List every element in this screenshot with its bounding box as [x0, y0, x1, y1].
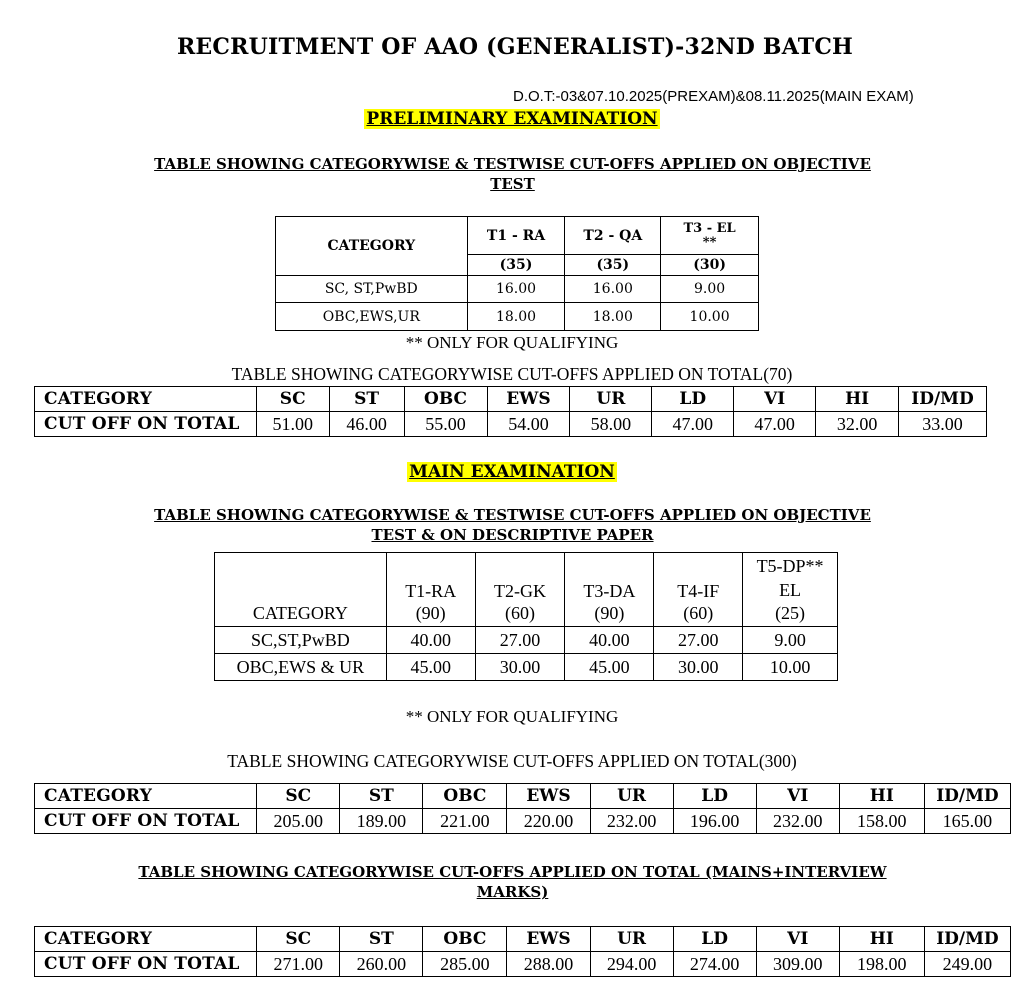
value-cell: 221.00 [423, 809, 507, 834]
value-cell: 271.00 [257, 952, 340, 977]
value-cell: 40.00 [386, 627, 475, 654]
header-cell: HI [839, 927, 924, 952]
category-cell: SC,ST,PwBD [215, 627, 387, 654]
main-table-title [120, 505, 905, 545]
header-cell: VI [756, 927, 839, 952]
table-header-row [35, 387, 987, 412]
value-cell: 9.00 [661, 276, 759, 303]
header-cell: VI [756, 784, 839, 809]
header-cell: HI [839, 784, 924, 809]
main-test5-name [743, 553, 838, 602]
main-category-header: CATEGORY [215, 553, 387, 627]
value-cell: 249.00 [924, 952, 1010, 977]
value-cell: 165.00 [924, 809, 1010, 834]
value-cell: 274.00 [673, 952, 756, 977]
prelim-total-table [34, 386, 987, 437]
category-cell: OBC,EWS,UR [276, 303, 468, 331]
prelim-test3-name [661, 217, 759, 255]
table-row [276, 303, 759, 331]
header-cell: OBC [423, 927, 507, 952]
value-cell: 40.00 [565, 627, 654, 654]
value-cell: 47.00 [734, 412, 816, 437]
main-total-table [34, 783, 1011, 834]
header-cell: VI [734, 387, 816, 412]
row-label: CUT OFF ON TOTAL [35, 412, 257, 437]
header-cell: CATEGORY [35, 387, 257, 412]
final-total-table [34, 926, 1011, 977]
main-test2-marks: (60) [475, 602, 565, 627]
category-cell: SC, ST,PwBD [276, 276, 468, 303]
value-cell: 205.00 [257, 809, 340, 834]
value-cell: 285.00 [423, 952, 507, 977]
value-cell: 45.00 [386, 654, 475, 681]
value-cell: 30.00 [654, 654, 743, 681]
header-cell: OBC [404, 387, 487, 412]
prelim-heading-wrap [0, 109, 1024, 129]
main-test4-marks: (60) [654, 602, 743, 627]
main-note: ** ONLY FOR QUALIFYING [405, 707, 619, 726]
prelim-test2-marks: (35) [565, 255, 661, 276]
value-cell: 309.00 [756, 952, 839, 977]
table-header-row [35, 927, 1011, 952]
prelim-test3-name-line2: ** [702, 234, 717, 250]
value-cell: 198.00 [839, 952, 924, 977]
value-cell: 16.00 [467, 276, 565, 303]
header-cell: HI [816, 387, 899, 412]
prelim-note: ** ONLY FOR QUALIFYING [405, 333, 619, 352]
main-test2-name: T2-GK [475, 553, 565, 602]
header-cell: UR [590, 784, 673, 809]
value-cell: 58.00 [570, 412, 652, 437]
value-cell: 9.00 [743, 627, 838, 654]
value-cell: 18.00 [565, 303, 661, 331]
header-cell: EWS [487, 387, 570, 412]
final-table-title-line1: TABLE SHOWING CATEGORYWISE CUT-OFFS APPLIED ON TOTAL (MAINS+INTERVIEW [138, 863, 887, 881]
main-test5-name-line2: EL [779, 579, 802, 600]
value-cell: 232.00 [590, 809, 673, 834]
table-row [215, 654, 838, 681]
header-cell: SC [257, 927, 340, 952]
value-cell: 51.00 [256, 412, 329, 437]
prelim-test1-marks: (35) [467, 255, 565, 276]
prelim-category-header: CATEGORY [276, 217, 468, 276]
value-cell: 27.00 [475, 627, 565, 654]
header-cell: SC [257, 784, 340, 809]
header-cell: OBC [423, 784, 507, 809]
header-cell: LD [673, 784, 756, 809]
value-cell: 46.00 [329, 412, 404, 437]
header-cell: ST [340, 927, 423, 952]
value-cell: 196.00 [673, 809, 756, 834]
main-table-title-line2: TEST & ON DESCRIPTIVE PAPER [371, 526, 654, 544]
main-table-title-line1: TABLE SHOWING CATEGORYWISE & TESTWISE CUT-OFFS APPLIED ON OBJECTIVE [154, 506, 871, 524]
prelim-test3-marks: (30) [661, 255, 759, 276]
header-cell: ID/MD [899, 387, 987, 412]
main-test-table [214, 552, 838, 681]
value-cell: 33.00 [899, 412, 987, 437]
header-cell: ST [329, 387, 404, 412]
value-cell: 294.00 [590, 952, 673, 977]
main-test3-marks: (90) [565, 602, 654, 627]
prelim-test-table [275, 216, 759, 331]
header-cell: CATEGORY [35, 784, 257, 809]
value-cell: 47.00 [652, 412, 734, 437]
header-cell: EWS [507, 784, 590, 809]
value-cell: 16.00 [565, 276, 661, 303]
header-cell: LD [673, 927, 756, 952]
value-cell: 27.00 [654, 627, 743, 654]
value-cell: 18.00 [467, 303, 565, 331]
value-cell: 232.00 [756, 809, 839, 834]
table-row [215, 627, 838, 654]
table-header-row [35, 784, 1011, 809]
header-cell: LD [652, 387, 734, 412]
value-cell: 288.00 [507, 952, 590, 977]
main-test5-name-line1: T5-DP** [756, 555, 824, 576]
row-label: CUT OFF ON TOTAL [35, 809, 257, 834]
value-cell: 10.00 [661, 303, 759, 331]
table-row [35, 809, 1011, 834]
prelim-test2-name: T2 - QA [565, 217, 661, 255]
main-heading: MAIN EXAMINATION [409, 462, 615, 482]
main-total-caption: TABLE SHOWING CATEGORYWISE CUT-OFFS APPLIED ON TOTAL(300) [227, 751, 797, 771]
table-row [35, 412, 987, 437]
table-row [35, 952, 1011, 977]
value-cell: 32.00 [816, 412, 899, 437]
value-cell: 54.00 [487, 412, 570, 437]
category-cell: OBC,EWS & UR [215, 654, 387, 681]
prelim-table-title [120, 154, 905, 194]
main-heading-wrap [0, 462, 1024, 482]
header-cell: UR [590, 927, 673, 952]
value-cell: 220.00 [507, 809, 590, 834]
prelim-table-title-line2: TEST [490, 175, 535, 193]
row-label: CUT OFF ON TOTAL [35, 952, 257, 977]
main-test1-marks: (90) [386, 602, 475, 627]
prelim-table-title-line1: TABLE SHOWING CATEGORYWISE & TESTWISE CUT-OFFS APPLIED ON OBJECTIVE [154, 155, 871, 173]
header-cell: UR [570, 387, 652, 412]
header-cell: ID/MD [924, 784, 1010, 809]
page-title: RECRUITMENT OF AAO (GENERALIST)-32ND BATCH [176, 34, 854, 60]
final-table-title-line2: MARKS) [476, 883, 549, 901]
table-row [276, 276, 759, 303]
prelim-test3-name-line1: T3 - EL [683, 220, 736, 236]
value-cell: 10.00 [743, 654, 838, 681]
prelim-test1-name: T1 - RA [467, 217, 565, 255]
value-cell: 260.00 [340, 952, 423, 977]
header-cell: EWS [507, 927, 590, 952]
date-of-test: D.O.T:-03&07.10.2025(PREXAM)&08.11.2025(MAIN EXAM) [513, 88, 914, 105]
prelim-total-caption: TABLE SHOWING CATEGORYWISE CUT-OFFS APPLIED ON TOTAL(70) [231, 364, 793, 384]
main-test1-name: T1-RA [386, 553, 475, 602]
value-cell: 30.00 [475, 654, 565, 681]
final-table-title [100, 862, 925, 902]
value-cell: 189.00 [340, 809, 423, 834]
header-cell: ID/MD [924, 927, 1010, 952]
value-cell: 158.00 [839, 809, 924, 834]
main-test3-name: T3-DA [565, 553, 654, 602]
value-cell: 45.00 [565, 654, 654, 681]
main-test5-marks: (25) [743, 602, 838, 627]
prelim-heading: PRELIMINARY EXAMINATION [366, 109, 658, 129]
header-cell: SC [256, 387, 329, 412]
main-test4-name: T4-IF [654, 553, 743, 602]
header-cell: ST [340, 784, 423, 809]
header-cell: CATEGORY [35, 927, 257, 952]
value-cell: 55.00 [404, 412, 487, 437]
